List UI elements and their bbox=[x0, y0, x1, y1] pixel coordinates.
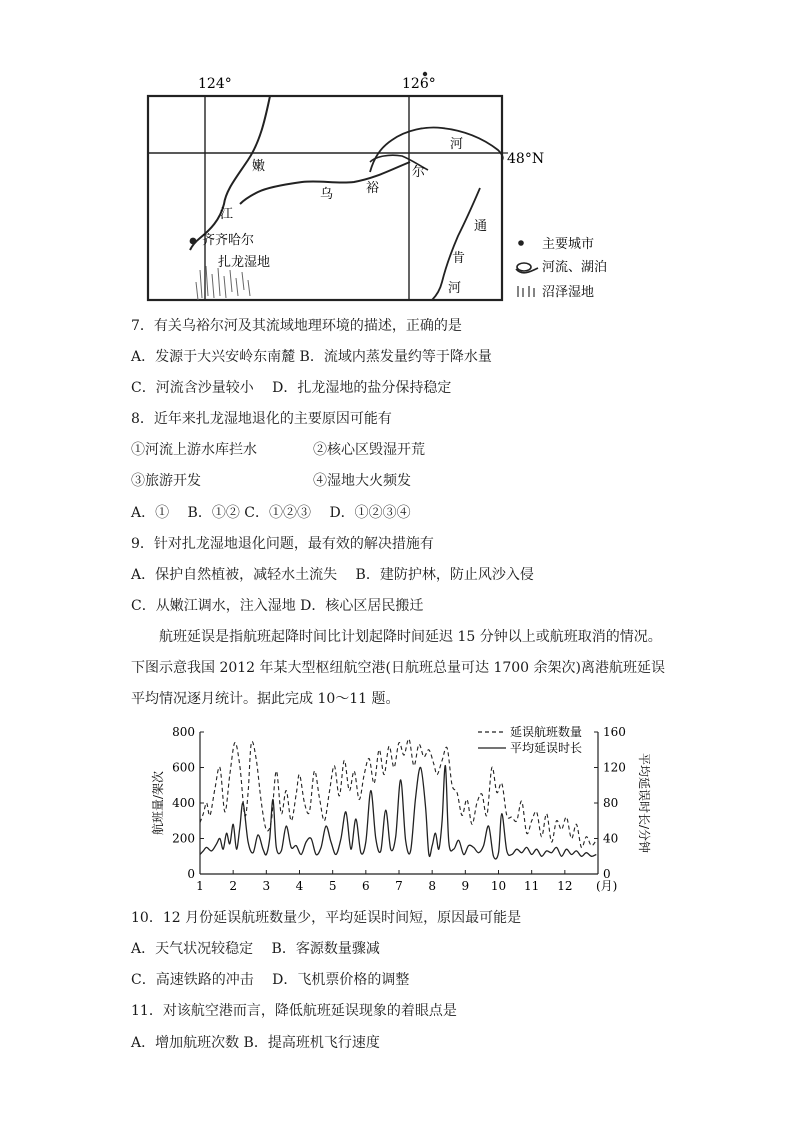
x-tick-label: 11 bbox=[524, 879, 540, 893]
y-right-tick-label: 120 bbox=[603, 760, 626, 775]
y-left-axis-label: 航班量/架次 bbox=[151, 770, 165, 836]
series-delayed-flights-line bbox=[200, 739, 596, 848]
y-left-tick-label: 400 bbox=[172, 796, 195, 810]
label-jiang: 江 bbox=[220, 207, 234, 222]
label-ken: 肯 bbox=[452, 251, 466, 266]
x-tick-label: 5 bbox=[328, 879, 337, 893]
wetland-map bbox=[140, 70, 680, 310]
question-11: 11．对该航空港而言，降低航班延误现象的着眼点是 bbox=[131, 1003, 457, 1019]
northeast-river bbox=[370, 128, 503, 173]
y-left-tick-label: 200 bbox=[172, 831, 195, 846]
question-8: 8．近年来扎龙湿地退化的主要原因可能有 bbox=[131, 411, 392, 427]
label-wu: 乌 bbox=[320, 187, 334, 202]
y-left-tick-label: 800 bbox=[172, 725, 195, 739]
label-er: 尔 bbox=[412, 165, 426, 180]
chart-legend bbox=[478, 724, 582, 755]
label-tong: 通 bbox=[474, 219, 488, 234]
zhalong-marsh-hatch bbox=[196, 266, 250, 300]
map-legend bbox=[516, 237, 607, 300]
x-tick-label: 10 bbox=[490, 879, 507, 893]
y-right-tick-label: 160 bbox=[603, 725, 626, 739]
legend-avg-delay: 平均延误时长 bbox=[510, 741, 583, 755]
marsh-icon bbox=[518, 286, 534, 297]
x-tick-label: 8 bbox=[428, 879, 436, 893]
label-qiqihar: 齐齐哈尔 bbox=[202, 233, 255, 248]
qiqihar-city-dot bbox=[190, 238, 197, 245]
label-he: 河 bbox=[450, 137, 464, 152]
x-tick-label: 12 bbox=[557, 879, 573, 893]
x-tick-label: 4 bbox=[295, 879, 304, 893]
x-tick-label: 3 bbox=[262, 879, 271, 893]
question-8-items-12: ①河流上游水库拦水 ②核心区毁湿开荒 bbox=[131, 442, 425, 458]
label-yu: 裕 bbox=[366, 181, 380, 196]
question-10-options-ab: A．天气状况较稳定 B．客源数量骤减 bbox=[131, 941, 380, 957]
lat-label-48: 48°N bbox=[507, 151, 545, 167]
question-8-options: A．① B．①② C．①②③ D．①②③④ bbox=[131, 505, 411, 521]
question-10-options-cd: C．高速铁路的冲击 D．飞机票价格的调整 bbox=[131, 972, 410, 988]
question-9-options-cd: C．从嫩江调水，注入湿地 D．核心区居民搬迁 bbox=[131, 598, 424, 614]
x-tick-label: 7 bbox=[395, 879, 403, 893]
label-zhalong: 扎龙湿地 bbox=[218, 255, 271, 270]
legend-city-label: 主要城市 bbox=[542, 237, 595, 252]
y-right-axis-label: 平均延误时长/分钟 bbox=[637, 752, 651, 854]
city-dot-icon bbox=[518, 240, 524, 246]
question-10: 10．12 月份延误航班数量少，平均延误时间短，原因最可能是 bbox=[131, 910, 522, 926]
legend-river-label: 河流、湖泊 bbox=[542, 260, 608, 275]
river-lake-icon bbox=[516, 263, 538, 273]
y-right-tick-label: 40 bbox=[603, 831, 619, 846]
question-7-options-cd: C．河流含沙量较小 D．扎龙湿地的盐分保持稳定 bbox=[131, 380, 452, 396]
flight-delay-intro bbox=[131, 622, 667, 715]
label-nen: 嫩 bbox=[252, 159, 266, 174]
question-7-options-ab: A．发源于大兴安岭东南麓 B．流域内蒸发量约等于降水量 bbox=[131, 349, 492, 365]
x-tick-label: 1 bbox=[196, 879, 204, 893]
legend-marsh-label: 沼泽湿地 bbox=[542, 285, 595, 300]
legend-delayed-count: 延误航班数量 bbox=[510, 725, 583, 739]
lon-label-124: 124° bbox=[198, 76, 232, 92]
y-left-tick-label: 0 bbox=[187, 867, 195, 881]
flight-delay-chart bbox=[150, 718, 660, 898]
y-right-tick-label: 0 bbox=[603, 867, 611, 881]
label-he2: 河 bbox=[448, 281, 462, 296]
question-11-options-ab: A．增加航班次数 B．提高班机飞行速度 bbox=[131, 1035, 380, 1051]
y-right-tick-label: 80 bbox=[603, 796, 619, 810]
flight-delay-intro-text: 航班延误是指航班起降时间比计划起降时间延迟 15 分钟以上或航班取消的情况。下图示意我国 2012 年某大型枢纽航空港(日航班总量可达 1700 余架次)离港航班延误平均情况逐月统计。据此完成 10～11 题。 bbox=[131, 629, 665, 707]
x-tick-label: 2 bbox=[229, 879, 237, 893]
question-9-options-ab: A．保护自然植被，减轻水土流失 B．建防护林，防止风沙入侵 bbox=[131, 567, 534, 583]
x-tick-label: 6 bbox=[362, 879, 370, 893]
question-9: 9．针对扎龙湿地退化问题，最有效的解决措施有 bbox=[131, 536, 434, 552]
x-axis-unit-label: (月) bbox=[596, 879, 618, 893]
question-8-items-34: ③旅游开发 ④湿地大火频发 bbox=[131, 473, 411, 489]
lon-label-126: 126° bbox=[402, 76, 436, 92]
y-left-tick-label: 600 bbox=[172, 760, 195, 775]
question-7: 7．有关乌裕尔河及其流域地理环境的描述，正确的是 bbox=[131, 318, 462, 334]
x-tick-label: 9 bbox=[461, 879, 470, 893]
